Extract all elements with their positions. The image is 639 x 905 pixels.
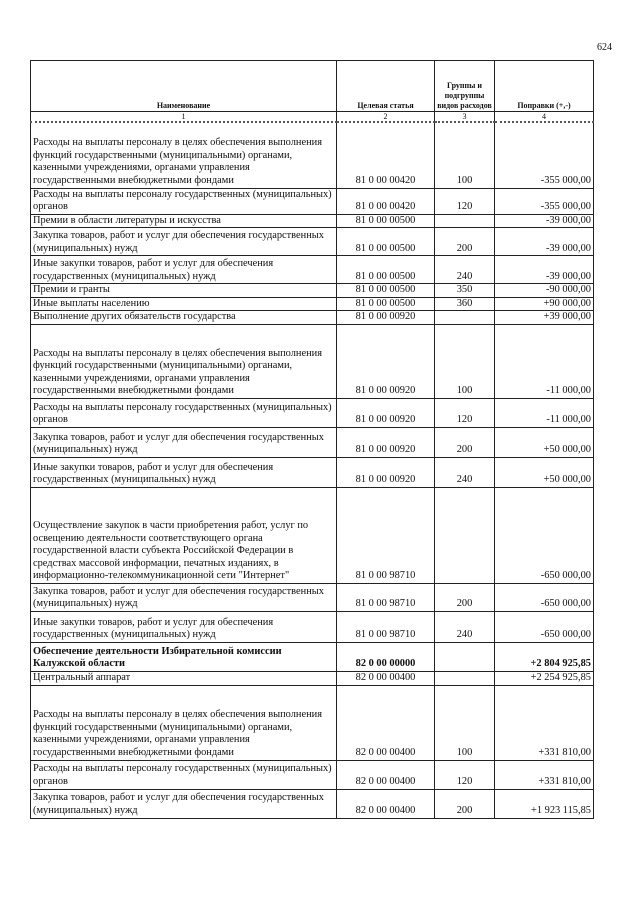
- row-expense-group-cell: [435, 643, 495, 672]
- row-target-article-cell: 81 0 00 00920: [337, 311, 435, 325]
- row-target-article-cell: 81 0 00 00420: [337, 188, 435, 214]
- row-expense-group-cell: 360: [435, 297, 495, 311]
- table-row: [31, 297, 594, 311]
- row-amendment-cell: -650 000,00: [495, 612, 594, 643]
- header-name: Наименование: [31, 61, 337, 112]
- table-row: [31, 584, 594, 612]
- table-body: [31, 122, 594, 818]
- row-target-article-cell: 81 0 00 00500: [337, 256, 435, 284]
- table-row: [31, 789, 594, 818]
- table-row: [31, 399, 594, 428]
- table-row: [31, 672, 594, 686]
- row-name-cell: Расходы на выплаты персоналу в целях обеспечения выполнения функций государственными (муниципальными) органами, казенными учреждениями, органами управления государственными внебюджетными фондами: [31, 122, 337, 188]
- column-number-row: [31, 112, 594, 123]
- row-amendment-cell: +2 804 925,85: [495, 643, 594, 672]
- row-amendment-cell: +90 000,00: [495, 297, 594, 311]
- row-target-article-cell: 81 0 00 00920: [337, 458, 435, 488]
- row-expense-group-cell: 100: [435, 685, 495, 760]
- table-row: [31, 311, 594, 325]
- row-expense-group-cell: 100: [435, 122, 495, 188]
- row-expense-group-cell: 100: [435, 325, 495, 399]
- row-target-article-cell: 81 0 00 00500: [337, 228, 435, 256]
- header-expense-group: Группы и подгруппы видов расходов: [435, 61, 495, 112]
- row-name-cell: Расходы на выплаты персоналу государственных (муниципальных) органов: [31, 399, 337, 428]
- row-name-cell: Расходы на выплаты персоналу в целях обеспечения выполнения функций государственными (муниципальными) органами, казенными учреждениями, органами управления государственными внебюджетными фондами: [31, 325, 337, 399]
- table-row: [31, 188, 594, 214]
- table-row: [31, 488, 594, 584]
- row-amendment-cell: -39 000,00: [495, 214, 594, 228]
- row-target-article-cell: 81 0 00 00920: [337, 428, 435, 458]
- row-expense-group-cell: 240: [435, 256, 495, 284]
- row-amendment-cell: -11 000,00: [495, 325, 594, 399]
- budget-amendments-table: [30, 60, 594, 819]
- row-expense-group-cell: 240: [435, 612, 495, 643]
- row-expense-group-cell: 120: [435, 760, 495, 789]
- table-row: [31, 428, 594, 458]
- table-row: [31, 214, 594, 228]
- row-name-cell: Расходы на выплаты персоналу государственных (муниципальных) органов: [31, 188, 337, 214]
- row-name-cell: Обеспечение деятельности Избирательной комиссии Калужской области: [31, 643, 337, 672]
- table-row: [31, 643, 594, 672]
- row-name-cell: Иные выплаты населению: [31, 297, 337, 311]
- row-amendment-cell: -355 000,00: [495, 188, 594, 214]
- row-name-cell: Закупка товаров, работ и услуг для обеспечения государственных (муниципальных) нужд: [31, 584, 337, 612]
- row-amendment-cell: +331 810,00: [495, 760, 594, 789]
- row-expense-group-cell: 200: [435, 789, 495, 818]
- row-target-article-cell: 82 0 00 00400: [337, 789, 435, 818]
- row-target-article-cell: 82 0 00 00400: [337, 672, 435, 686]
- table-row: [31, 325, 594, 399]
- table-row: [31, 284, 594, 298]
- row-expense-group-cell: 200: [435, 228, 495, 256]
- row-expense-group-cell: 350: [435, 284, 495, 298]
- row-target-article-cell: 82 0 00 00000: [337, 643, 435, 672]
- row-amendment-cell: +50 000,00: [495, 458, 594, 488]
- table-row: [31, 685, 594, 760]
- row-expense-group-cell: [435, 488, 495, 584]
- column-number: 3: [435, 112, 495, 123]
- row-name-cell: Иные закупки товаров, работ и услуг для обеспечения государственных (муниципальных) нужд: [31, 612, 337, 643]
- table-row: [31, 458, 594, 488]
- row-expense-group-cell: [435, 214, 495, 228]
- table-row: [31, 122, 594, 188]
- column-number: 4: [495, 112, 594, 123]
- row-amendment-cell: +2 254 925,85: [495, 672, 594, 686]
- table-row: [31, 612, 594, 643]
- row-name-cell: Закупка товаров, работ и услуг для обеспечения государственных (муниципальных) нужд: [31, 428, 337, 458]
- row-expense-group-cell: [435, 311, 495, 325]
- table-header-row: [31, 61, 594, 112]
- row-amendment-cell: +331 810,00: [495, 685, 594, 760]
- row-target-article-cell: 81 0 00 00920: [337, 325, 435, 399]
- page-number: 624: [597, 42, 612, 53]
- row-name-cell: Премии в области литературы и искусства: [31, 214, 337, 228]
- row-name-cell: Выполнение других обязательств государства: [31, 311, 337, 325]
- table-row: [31, 256, 594, 284]
- row-target-article-cell: 81 0 00 98710: [337, 488, 435, 584]
- row-amendment-cell: -90 000,00: [495, 284, 594, 298]
- row-target-article-cell: 81 0 00 98710: [337, 584, 435, 612]
- row-amendment-cell: +50 000,00: [495, 428, 594, 458]
- table-row: [31, 228, 594, 256]
- row-name-cell: Центральный аппарат: [31, 672, 337, 686]
- row-target-article-cell: 81 0 00 00500: [337, 284, 435, 298]
- row-name-cell: Осуществление закупок в части приобретения работ, услуг по освещению деятельности соответствующего органа государственной власти субъекта Российской Федерации в средствах массовой информации, печатных изданиях, в информационно-телекоммуникационной сети "Интернет": [31, 488, 337, 584]
- header-amendments: Поправки (+,-): [495, 61, 594, 112]
- row-amendment-cell: -650 000,00: [495, 584, 594, 612]
- row-expense-group-cell: [435, 672, 495, 686]
- table-row: [31, 760, 594, 789]
- column-number: 1: [31, 112, 337, 123]
- row-name-cell: Премии и гранты: [31, 284, 337, 298]
- row-target-article-cell: 81 0 00 00920: [337, 399, 435, 428]
- row-target-article-cell: 81 0 00 00500: [337, 214, 435, 228]
- row-name-cell: Иные закупки товаров, работ и услуг для обеспечения государственных (муниципальных) нужд: [31, 458, 337, 488]
- row-name-cell: Расходы на выплаты персоналу государственных (муниципальных) органов: [31, 760, 337, 789]
- row-amendment-cell: -650 000,00: [495, 488, 594, 584]
- row-target-article-cell: 81 0 00 98710: [337, 612, 435, 643]
- row-amendment-cell: +39 000,00: [495, 311, 594, 325]
- row-expense-group-cell: 120: [435, 399, 495, 428]
- row-target-article-cell: 82 0 00 00400: [337, 760, 435, 789]
- row-amendment-cell: -11 000,00: [495, 399, 594, 428]
- row-amendment-cell: +1 923 115,85: [495, 789, 594, 818]
- row-expense-group-cell: 200: [435, 584, 495, 612]
- row-target-article-cell: 81 0 00 00500: [337, 297, 435, 311]
- row-amendment-cell: -39 000,00: [495, 256, 594, 284]
- row-name-cell: Иные закупки товаров, работ и услуг для обеспечения государственных (муниципальных) нужд: [31, 256, 337, 284]
- row-amendment-cell: -355 000,00: [495, 122, 594, 188]
- row-amendment-cell: -39 000,00: [495, 228, 594, 256]
- column-number: 2: [337, 112, 435, 123]
- header-target-article: Целевая статья: [337, 61, 435, 112]
- row-name-cell: Закупка товаров, работ и услуг для обеспечения государственных (муниципальных) нужд: [31, 228, 337, 256]
- row-expense-group-cell: 200: [435, 428, 495, 458]
- row-target-article-cell: 82 0 00 00400: [337, 685, 435, 760]
- row-target-article-cell: 81 0 00 00420: [337, 122, 435, 188]
- row-expense-group-cell: 120: [435, 188, 495, 214]
- row-name-cell: Расходы на выплаты персоналу в целях обеспечения выполнения функций государственными (муниципальными) органами, казенными учреждениями, органами управления государственными внебюджетными фондами: [31, 685, 337, 760]
- row-expense-group-cell: 240: [435, 458, 495, 488]
- row-name-cell: Закупка товаров, работ и услуг для обеспечения государственных (муниципальных) нужд: [31, 789, 337, 818]
